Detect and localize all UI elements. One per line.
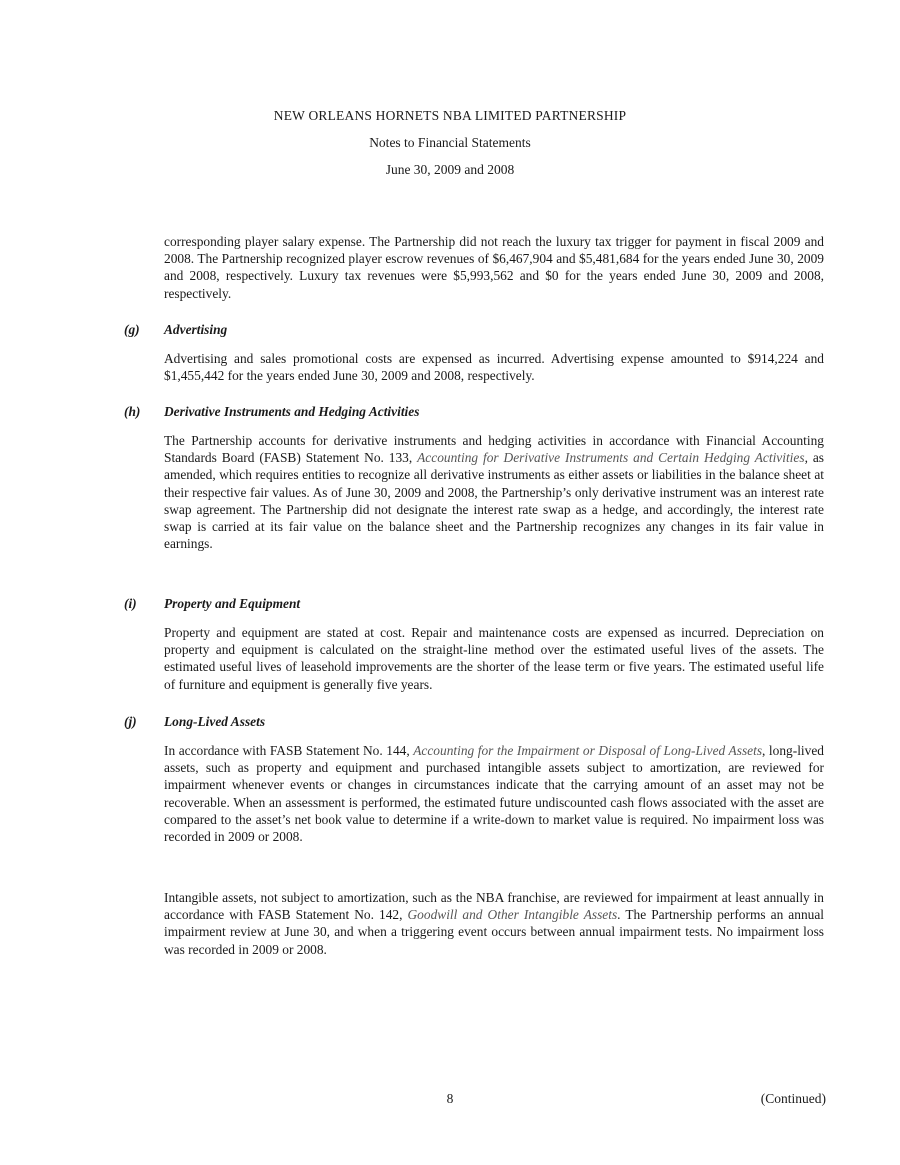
section-j-paragraph-2 <box>164 889 824 958</box>
document-subtitle: Notes to Financial Statements <box>369 135 531 150</box>
citation-title: Goodwill and Other Intangible Assets <box>407 907 618 923</box>
section-title: Derivative Instruments and Hedging Activities <box>164 404 420 419</box>
section-title: Property and Equipment <box>164 596 301 611</box>
section-h-paragraph <box>164 432 824 552</box>
page-number: 8 <box>446 1091 454 1106</box>
section-mark: (j) <box>124 714 137 729</box>
section-j-paragraph-1 <box>164 742 824 845</box>
text-run: , long-lived assets, such as property and equipment and purchased intangible assets subject to amortization, are reviewed for impairment whenever events or changes in circumstances indicate that the carrying amount of an asset may not be recoverable. When an assessment is performed, the estimated future undiscounted cash flows associated with the asset are compared to the asset’s net book value to determine if a write-down to market value is required. No impairment loss was recorded in 2009 or 2008. <box>164 743 824 845</box>
citation-title: Accounting for the Impairment or Disposal of Long-Lived Assets <box>413 743 763 758</box>
section-g-paragraph: Advertising and sales promotional costs are expensed as incurred. Advertising expense amounted to $914,224 and $1,455,442 for the years ended June 30, 2009 and 2008, respectively. <box>164 351 824 384</box>
section-title: Advertising <box>164 322 228 337</box>
text-run: . The Partnership performs an annual impairment review at June 30, and when a triggering event occurs between annual impairment tests. No impairment loss was recorded in 2009 or 2008. <box>164 907 825 957</box>
section-heading-g <box>124 322 824 338</box>
section-mark: (h) <box>124 404 141 419</box>
text-run: The Partnership accounts for derivative instruments and hedging activities in accordance with Financial Accounting Standards Board (FASB) Statement No. 133, <box>164 433 824 466</box>
section-title: Long-Lived Assets <box>164 714 266 729</box>
section-heading-i <box>124 596 824 612</box>
intro-paragraph: corresponding player salary expense. The Partnership did not reach the luxury tax trigger for payment in fiscal 2009 and 2008. The Partnership recognized player escrow revenues of $6,467,904 and $5,481,684 for the years ended June 30, 2009 and 2008, respectively. Luxury tax revenues were $5,993,562 and $0 for the years ended June 30, 2009 and 2008, respectively. <box>164 234 824 301</box>
section-i-paragraph: Property and equipment are stated at cost. Repair and maintenance costs are expensed as incurred. Depreciation on property and equipment is calculated on the straight-line method over the estimated useful lives of the assets. The estimated useful lives of leasehold improvements are the shorter of the lease term or five years. The estimated useful life of furniture and equipment is generally five years. <box>164 625 824 692</box>
document-title: NEW ORLEANS HORNETS NBA LIMITED PARTNERSHIP <box>273 108 627 123</box>
text-run: Intangible assets, not subject to amortization, such as the NBA franchise, are reviewed for impairment at least annually in accordance with FASB Statement No. 142, <box>164 890 824 923</box>
section-mark: (g) <box>124 322 140 337</box>
text-run: In accordance with FASB Statement No. 144, <box>164 743 414 758</box>
citation-title: Accounting for Derivative Instruments and Certain Hedging Activities <box>417 450 805 466</box>
section-mark: (i) <box>124 596 137 611</box>
section-heading-j <box>124 714 824 730</box>
text-run: , as amended, which requires entities to recognize all derivative instruments as either assets or liabilities in the balance sheet at their respective fair values. As of June 30, 2009 and 2008, the Partnership’s only derivative instrument was an interest rate swap agreement. The Partnership did not designate the interest rate swap as a hedge, and accordingly, the interest rate swap is carried at its fair value on the balance sheet and the Partnership recognizes any changes in its fair value in earnings. <box>164 450 824 552</box>
continued-label: (Continued) <box>760 1091 826 1106</box>
section-heading-h <box>124 404 824 420</box>
document-date: June 30, 2009 and 2008 <box>385 162 515 177</box>
